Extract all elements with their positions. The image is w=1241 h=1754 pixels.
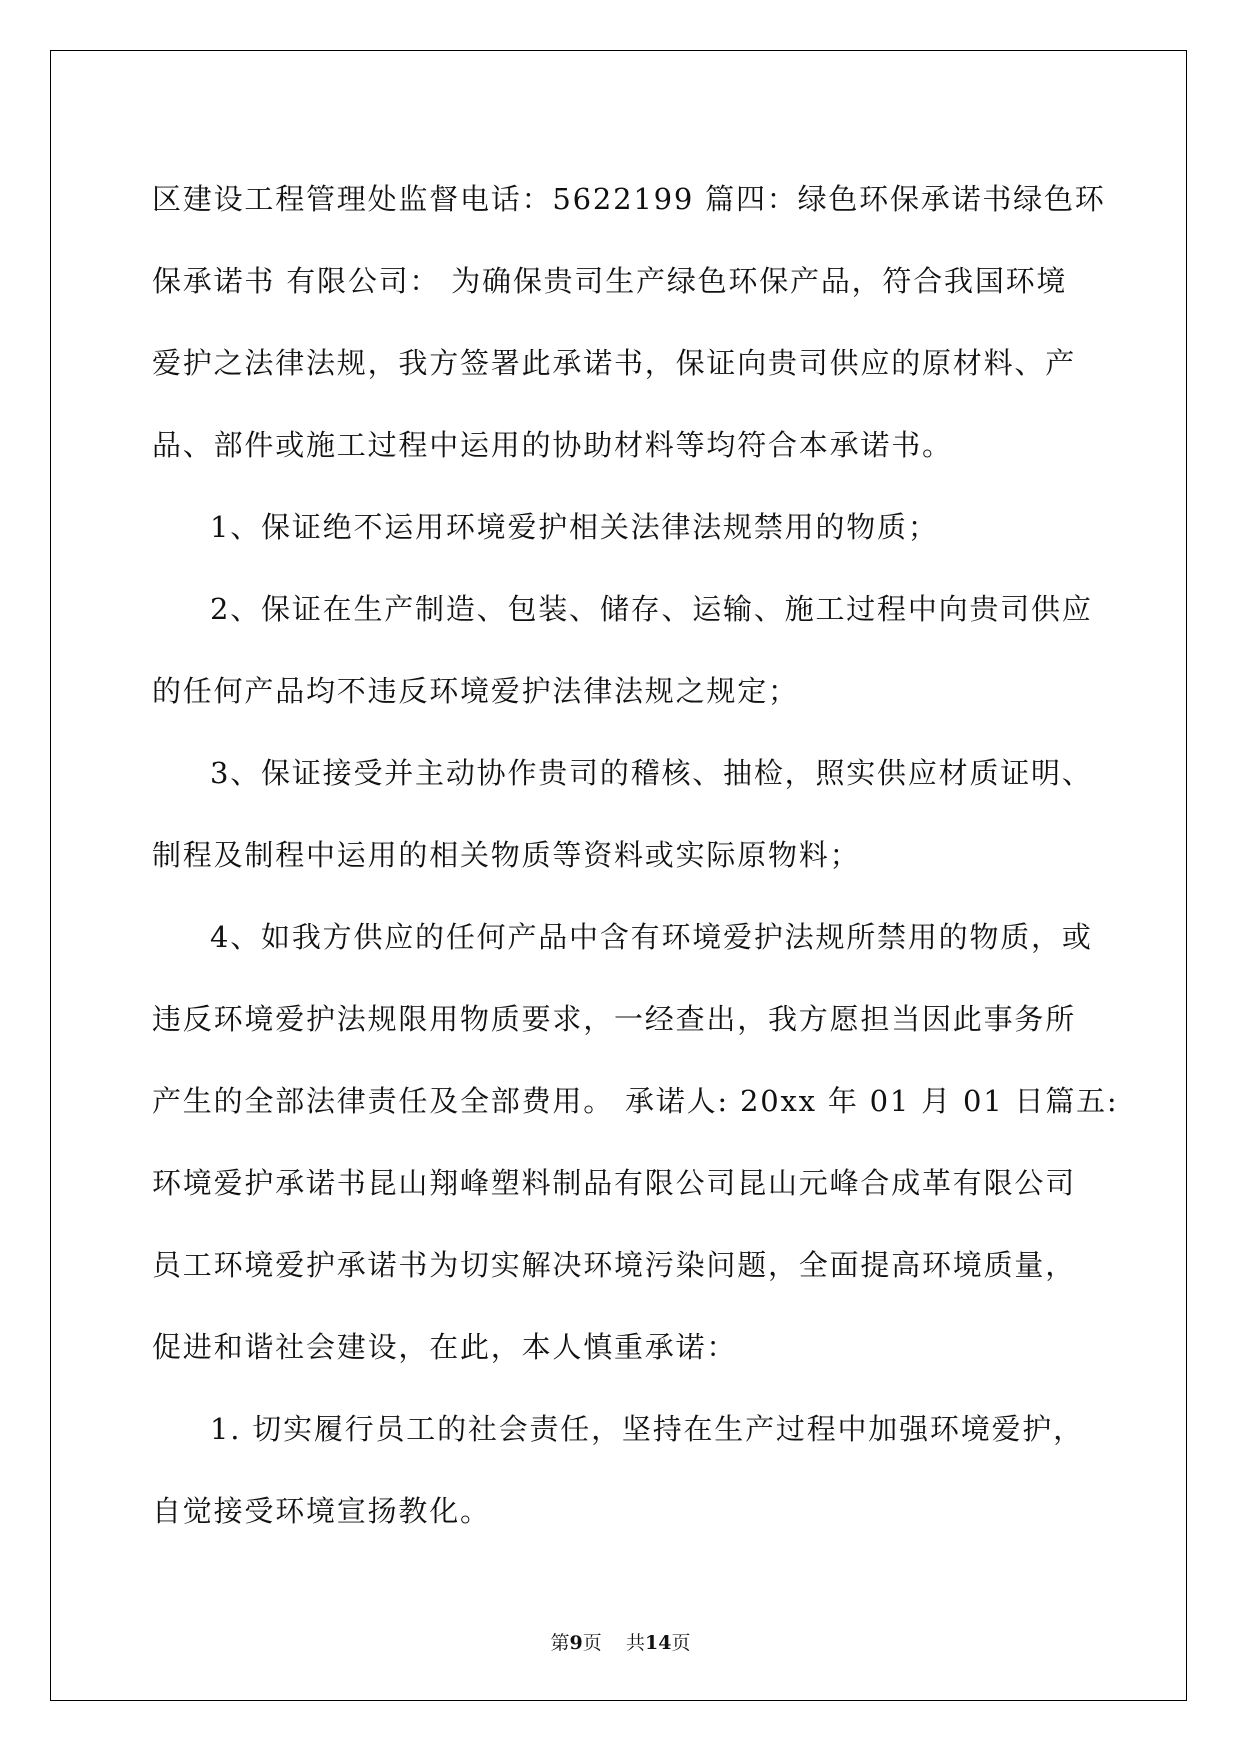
text-line: 制程及制程中运用的相关物质等资料或实际原物料； — [152, 838, 861, 872]
text-line: 产生的全部法律责任及全部费用。 承诺人: 20xx 年 01 月 01 日篇五: — [152, 1084, 1119, 1118]
page-footer — [0, 1628, 1241, 1655]
text-line: 品、部件或施工过程中运用的协助材料等均符合本承诺书。 — [152, 428, 953, 462]
text-line: 违反环境爱护法规限用物质要求，一经查出，我方愿担当因此事务所 — [152, 1002, 1077, 1036]
text-line: 区建设工程管理处监督电话：5622199 篇四：绿色环保承诺书绿色环 — [152, 182, 1106, 216]
page-number: 9 — [569, 1632, 583, 1654]
document-body — [152, 158, 1119, 1552]
footer-total-prefix: 共 — [625, 1632, 645, 1654]
text-line: 爱护之法律法规，我方签署此承诺书，保证向贵司供应的原材料、产 — [152, 346, 1077, 380]
text-line: 促进和谐社会建设，在此，本人慎重承诺： — [152, 1330, 738, 1364]
text-line: 自觉接受环境宣扬教化。 — [152, 1494, 491, 1528]
total-pages: 14 — [644, 1632, 672, 1654]
text-line: 1. 切实履行员工的社会责任，坚持在生产过程中加强环境爱护， — [210, 1412, 1084, 1446]
text-line: 的任何产品均不违反环境爱护法律法规之规定； — [152, 674, 799, 708]
footer-total-suffix: 页 — [671, 1632, 691, 1654]
text-line: 环境爱护承诺书昆山翔峰塑料制品有限公司昆山元峰合成革有限公司 — [152, 1166, 1077, 1200]
text-line: 员工环境爱护承诺书为切实解决环境污染问题，全面提高环境质量， — [152, 1248, 1077, 1282]
text-line: 保承诺书 有限公司： 为确保贵司生产绿色环保产品，符合我国环境 — [152, 264, 1068, 298]
footer-prefix: 第 — [550, 1632, 570, 1654]
text-line: 4、如我方供应的任何产品中含有环境爱护法规所禁用的物质，或 — [210, 920, 1093, 954]
text-line: 3、保证接受并主动协作贵司的稽核、抽检，照实供应材质证明、 — [210, 756, 1093, 790]
footer-page-suffix: 页 — [582, 1632, 602, 1654]
text-line: 2、保证在生产制造、包装、储存、运输、施工过程中向贵司供应 — [210, 592, 1093, 626]
text-line: 1、保证绝不运用环境爱护相关法律法规禁用的物质； — [210, 510, 939, 544]
